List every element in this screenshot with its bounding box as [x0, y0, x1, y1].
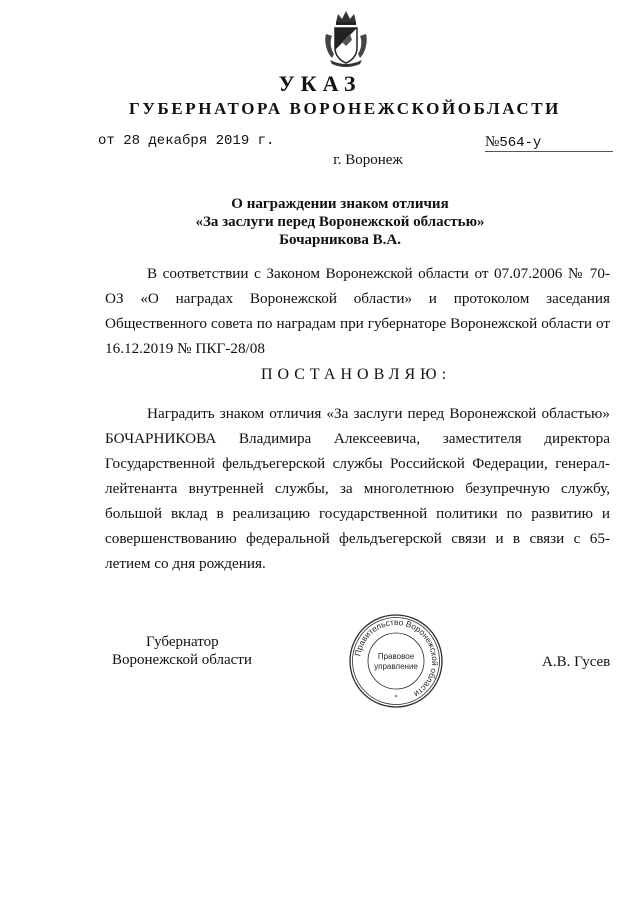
svg-text:*: *	[394, 694, 398, 701]
preamble-text: В соответствии с Законом Воронежской области от 07.07.2006 № 70-ОЗ «О наградах Воронежской области» и протоколом заседания Общественного совета по наградам при губернаторе Воронежской области от 16.12.2019 № ПКГ-28/08	[105, 265, 610, 357]
stamp-ring-text: Правительство Воронежской области	[352, 616, 441, 700]
signer-position-line-2: Воронежской области	[112, 652, 252, 668]
stamp-center-line-1: Правовое	[377, 652, 415, 661]
decree-number: 564-у	[499, 135, 542, 151]
decree-city: г. Воронеж	[333, 152, 403, 168]
decree-date: от 28 декабря 2019 г.	[98, 133, 275, 149]
decree-heading	[150, 195, 530, 249]
official-stamp-icon	[348, 613, 444, 709]
decree-number-field	[485, 133, 613, 152]
heading-line-1: О награждении знаком отличия	[231, 196, 449, 212]
decree-word: ПОСТАНОВЛЯЮ:	[260, 366, 452, 383]
signer-name: А.В. Гусев	[542, 654, 611, 670]
heading-line-3: Бочарникова В.А.	[279, 232, 401, 248]
number-sign: №	[485, 134, 500, 150]
decree-title: УКАЗ	[278, 71, 362, 96]
signer-position-line-1: Губернатор	[146, 634, 219, 650]
decision-text: Наградить знаком отличия «За заслуги перед Воронежской областью» БОЧАРНИКОВА Владимира Алексеевича, заместителя директора Государственной фельдъегерской службы Российской Федерации, генерал-лейтенанта внутренней службы, за многолетнюю безупречную службу, большой вклад в реализацию государственной политики по развитию и совершенствованию федеральной фельдъегерской связи и в связи с 65-летием со дня рождения.	[105, 405, 610, 572]
decree-subtitle: ГУБЕРНАТОРА ВОРОНЕЖСКОЙОБЛАСТИ	[129, 99, 561, 118]
preamble-paragraph	[105, 261, 610, 361]
stamp-center-line-2: управление	[374, 662, 418, 671]
coat-of-arms-icon	[322, 8, 370, 70]
heading-line-2: «За заслуги перед Воронежской областью»	[195, 214, 485, 230]
decision-paragraph	[105, 401, 610, 576]
